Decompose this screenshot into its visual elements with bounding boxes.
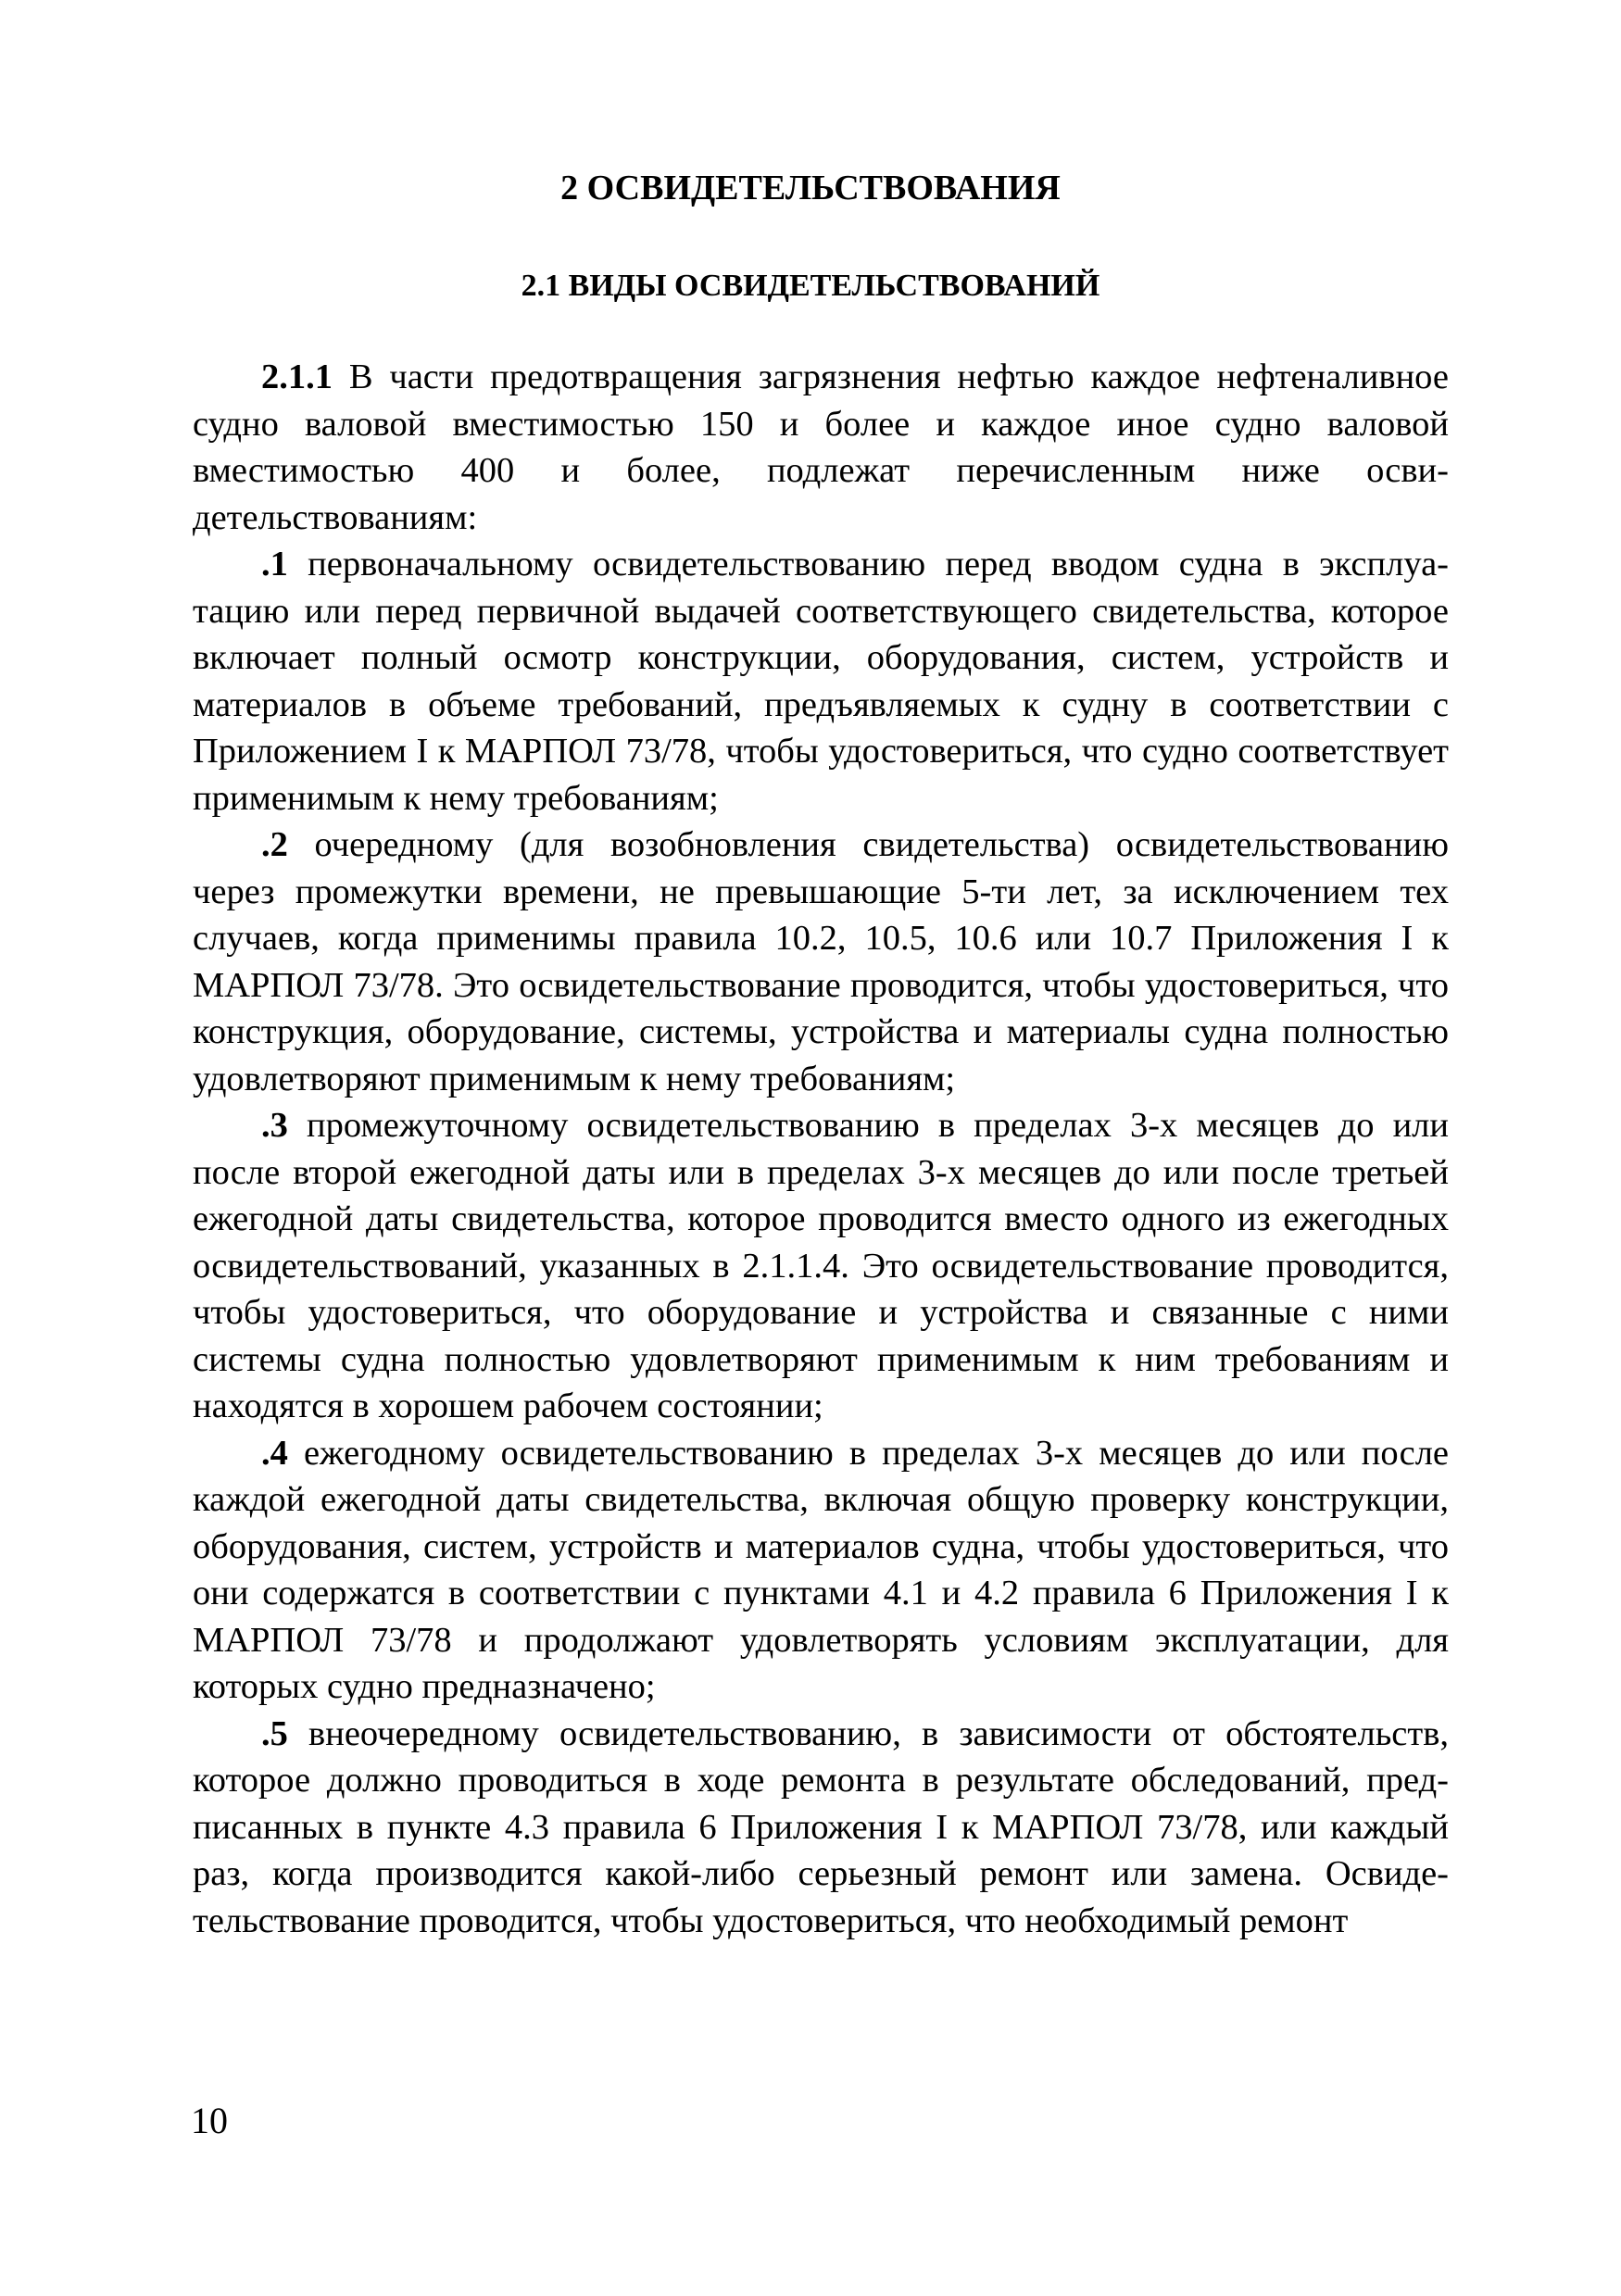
list-item-text: первоначальному освидетельствованию перед вводом судна в эксплуатацию или перед первичной выдачей соответствующего свидетельства, которое включает полный осмотр конструкции, оборудования, систем, устройств и материалов в объеме требований, предъявляемых к судну в соответствии с Приложением I к МАРПОЛ 73/78, чтобы удостовериться, что судно соответствует применимым к нему требованиям; [193, 545, 1449, 818]
page-number: 10 [191, 2100, 228, 2141]
paragraph-2-1-1 [193, 354, 1449, 541]
list-item-4 [193, 1430, 1449, 1711]
list-item-text: ежегодному освидетельствованию в пределах 3-х месяцев до или после каждой ежегодной даты свидетельства, включая общую проверку конструкции, оборудования, систем, устройств и материалов судна, чтобы удостовериться, что они содержатся в соответствии с пунктами 4.1 и 4.2 правила 6 Приложения I к МАРПОЛ 73/78 и продолжают удовлетворять условиям эксплуатации, для которых судно предназначено; [193, 1433, 1449, 1706]
section-title: 2.1 ВИДЫ ОСВИДЕТЕЛЬСТВОВАНИЙ [521, 269, 1100, 303]
chapter-title: 2 ОСВИДЕТЕЛЬСТВОВАНИЯ [560, 169, 1061, 207]
paragraph-text: В части предотвращения загрязнения нефтью каждое нефтеналивное судно валовой вместимостью 150 и более и каждое иное судно валовой вместимостью 400 и более, подлежат перечисленным ниже освидетельствованиям: [193, 358, 1449, 537]
list-item-1 [193, 541, 1449, 822]
paragraph-number: 2.1.1 [261, 358, 333, 396]
list-item-text: очередному (для возобновления свидетельства) освидетельствованию через промежутки времени, не превышающие 5-ти лет, за исключением тех случаев, когда применимы правила 10.2, 10.5, 10.6 или 10.7 Приложения I к МАРПОЛ 73/78. Это освидетельствование проводится, чтобы удостовериться, что конструкция, оборудование, системы, устройства и материалы судна полностью удовлетворяют применимым к нему требованиям; [193, 825, 1449, 1098]
list-item-number: .1 [261, 545, 288, 583]
list-item-number: .3 [261, 1106, 288, 1145]
body-text [193, 354, 1449, 1944]
list-item-text: промежуточному освидетельствованию в пределах 3-х месяцев до или после второй ежегодной даты или в пределах 3-х месяцев до или после третьей ежегодной даты свидетельства, которое проводится вместо одного из ежегодных освидетельствований, указанных в 2.1.1.4. Это освидетельствование проводится, чтобы удостовериться, что оборудование и устройства и связанные с ними системы судна полностью удовлетворяют применимым к ним требованиям и находятся в хорошем рабочем состоянии; [193, 1106, 1449, 1425]
list-item-3 [193, 1102, 1449, 1430]
list-item-5 [193, 1711, 1449, 1945]
list-item-number: .4 [261, 1433, 288, 1473]
list-item-text: внеочередному освидетельствованию, в зависимости от обстоятельств, которое должно проводиться в ходе ремонта в результате обследований, предписанных в пункте 4.3 правила 6 Приложения I к МАРПОЛ 73/78, или каждый раз, когда производится какой-либо серьезный ремонт или замена. Освидетельствование проводится, чтобы удостовериться, что необходимый ремонт [193, 1713, 1449, 1940]
list-item-2 [193, 822, 1449, 1102]
list-item-number: .5 [261, 1713, 288, 1753]
list-item-number: .2 [261, 825, 288, 864]
